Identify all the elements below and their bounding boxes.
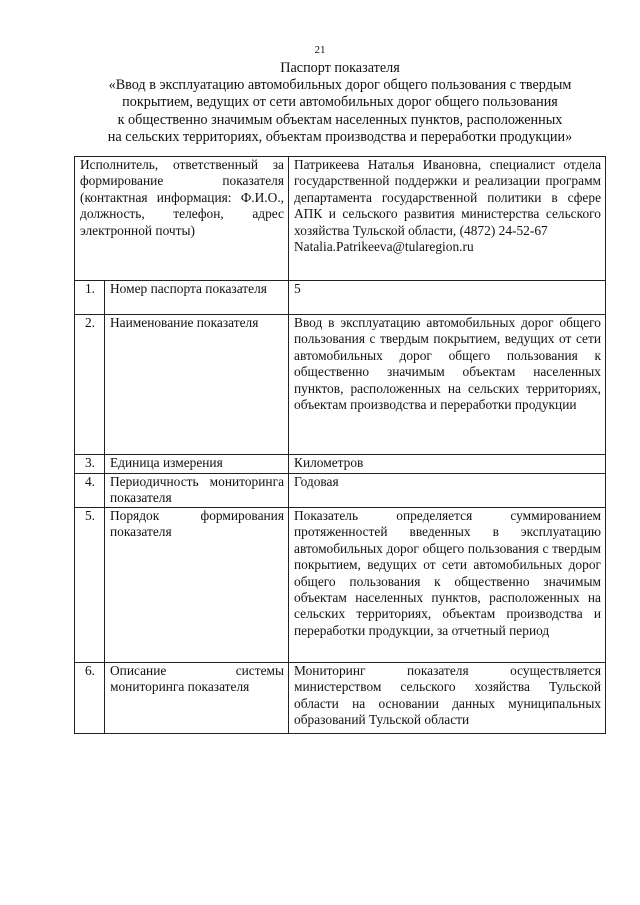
executor-label: Исполнитель, ответственный за формирование показателя (контактная информация: Ф.И.О., должность, телефон, адрес электронной почты) [75, 157, 289, 281]
table-row [75, 474, 606, 508]
row-number: 5. [75, 508, 105, 663]
table-row [75, 455, 606, 474]
row-value: 5 [289, 281, 606, 315]
table-row-executor [75, 157, 606, 281]
row-label: Периодичность мониторинга показателя [105, 474, 289, 508]
document-title [70, 60, 610, 146]
title-line-4: на сельских территориях, объектам производства и переработки продукции» [107, 128, 573, 145]
title-heading: Паспорт показателя [280, 60, 400, 76]
table-row [75, 315, 606, 455]
row-label: Описание системы мониторинга показателя [105, 663, 289, 734]
executor-email: Natalia.Patrikeeva@tularegion.ru [294, 239, 474, 255]
title-line-1: «Ввод в эксплуатацию автомобильных дорог общего пользования с твердым [108, 77, 572, 94]
executor-contact: Патрикеева Наталья Ивановна, специалист отдела государственной поддержки и реализации программ департамента государственной политики в сфере АПК и сельского развития министерства сельского хозяйства Тульской области, (4872) 24-52-67 [294, 157, 602, 238]
row-label: Единица измерения [105, 455, 289, 474]
table-row [75, 508, 606, 663]
table-row [75, 663, 606, 734]
row-value: Годовая [289, 474, 606, 508]
table-row [75, 281, 606, 315]
row-label: Номер паспорта показателя [105, 281, 289, 315]
title-line-2: покрытием, ведущих от сети автомобильных дорог общего пользования [122, 94, 558, 111]
executor-value [289, 157, 606, 281]
row-label: Порядок формирования показателя [105, 508, 289, 663]
page-number: 21 [314, 44, 326, 56]
row-value: Мониторинг показателя осуществляется министерством сельского хозяйства Тульской области на основании данных муниципальных образований Тульской области [289, 663, 606, 734]
row-value: Показатель определяется суммированием протяженностей введенных в эксплуатацию автомобильных дорог общего пользования с твердым покрытием, ведущих от сети автомобильных дорог общего пользования к общественно значимым объектам населенных пунктов, расположенных на сельских территориях, объектам производства и переработки продукции, за отчетный период [289, 508, 606, 663]
row-value: Ввод в эксплуатацию автомобильных дорог общего пользования с твердым покрытием, ведущих от сети автомобильных дорог общего пользования к общественно значимым объектам населенных пунктов, расположенных на сельских территориях, объектам производства и переработки продукции [289, 315, 606, 455]
row-number: 1. [75, 281, 105, 315]
row-number: 6. [75, 663, 105, 734]
title-line-3: к общественно значимым объектам населенных пунктов, расположенных [117, 111, 563, 128]
row-number: 4. [75, 474, 105, 508]
row-label: Наименование показателя [105, 315, 289, 455]
passport-table [74, 156, 606, 734]
row-number: 2. [75, 315, 105, 455]
row-number: 3. [75, 455, 105, 474]
row-value: Километров [289, 455, 606, 474]
